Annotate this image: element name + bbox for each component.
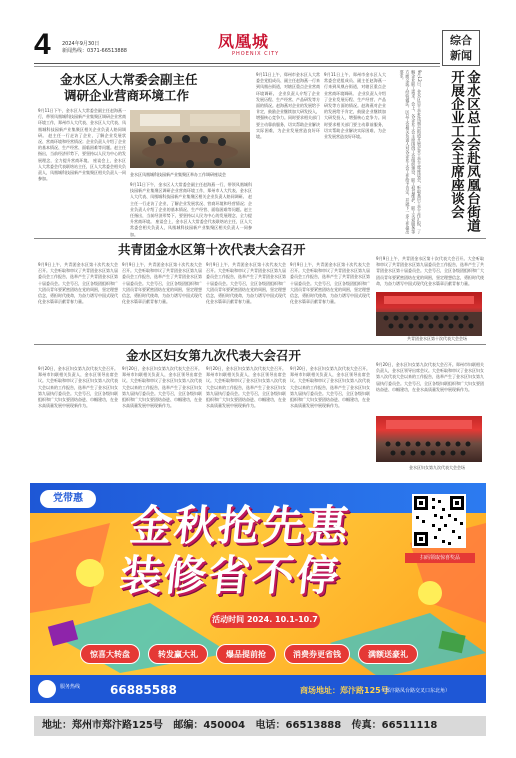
ad-button-wheel[interactable]: 惊喜大转盘 bbox=[80, 644, 140, 664]
article3-photo bbox=[376, 416, 482, 462]
section-divider-2 bbox=[34, 344, 486, 345]
article3-title: 金水区妇女第九次代表大会召开 bbox=[126, 348, 302, 363]
article2-body-col4: 9月9日上午，共青团金水区第十次代表大会召开。大会听取和审议了共青团金水区第九届委员会工作报告，选举产生了共青团金水区第十届委员会。大会号召，全区各级团组织和广大团员青年要紧密团结在党的周围，坚定理想信念，勇担时代使命，为奋力谱写中国式现代化金水篇章贡献青春力量。 bbox=[290, 262, 370, 305]
article3-photo-caption: 金水区妇女第九次代表大会会场 bbox=[409, 465, 465, 470]
qr-code-graphic bbox=[414, 496, 464, 546]
footer-fax: 传真：66511118 bbox=[351, 720, 438, 731]
women-congress-photo-graphic bbox=[376, 416, 482, 462]
newspaper-footer bbox=[34, 716, 486, 736]
page-number: 4 bbox=[34, 28, 51, 61]
congress-photo-graphic bbox=[376, 292, 482, 336]
ad-address: 商场地址：郑汴路125号 bbox=[300, 686, 389, 695]
article3-body-col5: 9月20日，金水区妇女第九次代表大会召开。郑州市妇联相关负责人，金水区领导出席会议。大会听取和审议了金水区妇女第八次代表大会以来的工作报告，选举产生了金水区妇女第九届执行委员会。大会号召，全区各级妇联组织和广大妇女要团结奋进、巾帼建功，在金水高质量发展中展现新作为。 bbox=[376, 362, 484, 392]
article2-photo bbox=[376, 292, 482, 336]
section-label bbox=[442, 30, 480, 66]
article2-body-col5: 9月9日上午，共青团金水区第十次代表大会召开。大会听取和审议了共青团金水区第九届委员会工作报告，选举产生了共青团金水区第十届委员会。大会号召，全区各级团组织和广大团员青年要紧密团结在党的周围，坚定理想信念，勇担时代使命，为奋力谱写中国式现代化金水篇章贡献青春力量。 bbox=[376, 256, 484, 286]
qr-code-label: 扫码领取惊喜奖品 bbox=[405, 553, 475, 563]
newspaper-logo-en: PHOENIX CITY bbox=[232, 51, 280, 57]
section-label-line2: 新闻 bbox=[450, 49, 472, 62]
issue-date: 2024年9月30日 bbox=[62, 41, 100, 47]
article3-body-col4: 9月20日，金水区妇女第九次代表大会召开。郑州市妇联相关负责人，金水区领导出席会议。大会听取和审议了金水区妇女第八次代表大会以来的工作报告，选举产生了金水区妇女第九届执行委员会。大会号召，全区各级妇联组织和广大妇女要团结奋进、巾帼建功，在金水高质量发展中展现新作为。 bbox=[290, 366, 370, 409]
article2-photo-caption: 共青团金水区第十次代表大会会场 bbox=[407, 336, 467, 341]
right-article-title: 金水区总工会赴凤凰台街道开展企业工会主席座谈会 bbox=[448, 70, 480, 232]
ad-headline-2: 装修省不停 bbox=[117, 551, 343, 600]
ad-phone-number[interactable]: 66885588 bbox=[110, 683, 177, 697]
ad-button-share[interactable]: 转发赢大礼 bbox=[148, 644, 208, 664]
meeting-photo-graphic bbox=[130, 110, 250, 168]
section-label-line1: 综合 bbox=[450, 34, 472, 47]
ad-event-time: 活动时间 2024. 10.1-10.7 bbox=[210, 612, 320, 628]
ad-headline-1: 金秋抢先惠 bbox=[127, 501, 353, 550]
article1-subtitle: 调研企业营商环境工作 bbox=[64, 88, 190, 103]
section-divider-1 bbox=[34, 238, 486, 239]
footer-address: 地址：郑州市郑汴路125号 bbox=[42, 720, 163, 731]
article3-body-col1: 9月20日，金水区妇女第九次代表大会召开。郑州市妇联相关负责人，金水区领导出席会议。大会听取和审议了金水区妇女第八次代表大会以来的工作报告，选举产生了金水区妇女第九届执行委员会。大会号召，全区各级妇联组织和广大妇女要团结奋进、巾帼建功，在金水高质量发展中展现新作为。 bbox=[38, 366, 118, 409]
footer-phone: 电话：66513888 bbox=[255, 720, 342, 731]
ad-button-gift[interactable]: 满额送豪礼 bbox=[358, 644, 418, 664]
article3-body-col3: 9月20日，金水区妇女第九次代表大会召开。郑州市妇联相关负责人，金水区领导出席会议。大会听取和审议了金水区妇女第八次代表大会以来的工作报告，选举产生了金水区妇女第九届执行委员会。大会号召，全区各级妇联组织和广大妇女要团结奋进、巾帼建功，在金水高质量发展中展现新作为。 bbox=[206, 366, 286, 409]
article2-title: 共青团金水区第十次代表大会召开 bbox=[118, 242, 306, 257]
newspaper-logo: 凤凰城 bbox=[218, 32, 270, 51]
article2-body-col1: 9月9日上午，共青团金水区第十次代表大会召开。大会听取和审议了共青团金水区第九届委员会工作报告，选举产生了共青团金水区第十届委员会。大会号召，全区各级团组织和广大团员青年要紧密团结在党的周围，坚定理想信念，勇担时代使命，为奋力谱写中国式现代化金水篇章贡献青春力量。 bbox=[38, 262, 118, 305]
ad-button-presale[interactable]: 爆品提前抢 bbox=[216, 644, 276, 664]
article1-photo-caption: 金水区凤凰城科技园新产业集聚区举办工作调研座谈会 bbox=[130, 172, 226, 177]
ad-phone-label: 服务热线 bbox=[60, 684, 81, 690]
news-hotline: 新闻热线：0371-66513888 bbox=[62, 48, 127, 54]
ad-brand-badge: 党带惠 bbox=[40, 490, 96, 508]
ad-button-coupon[interactable]: 消费券更省钱 bbox=[284, 644, 350, 664]
article1-body-left: 9月11日下午，金水区人大常委会副主任赵海燕一行，带领凤凰城科技园新产业集聚区调研企业营商环境工作，郑州市人大代表、金水区人大代表、凤凰城科技园新产业集聚区相关企业负责人陪同调研。 赵主任一行走访了企业，了解企业发展状况、营商环境和经营情况；企业负责人介绍了企业的基本情况、生产经营、面临困难等问题。赵主任指出，当前经济形势下，要坚持以人民为中心的发展理念，全力提升营商环境。 座谈会上，金水区人大常委会代表联络站主任，区人大常委会相关负责人，凤凰城科技园新产业集聚区相关负责人一同参加。 bbox=[38, 108, 126, 182]
article1-body-right2: 9月11日上午，郑州市金水区人大常委会党组成员、副主任赵海燕一行来到凤凰台街道，对辖区重点企业营商环境调研。 企业负责人介绍了企业发展历程、生产经营、产品研发等方面的情况。赵海燕对企业的发展给予肯定，鼓励企业继续加大研发投入，增强核心竞争力。同时要求相关部门要主动靠前服务，切实帮助企业解决实际困难，为企业发展营造良好环境。 bbox=[324, 72, 386, 140]
qr-code[interactable] bbox=[412, 494, 466, 548]
article2-body-col3: 9月9日上午，共青团金水区第十次代表大会召开。大会听取和审议了共青团金水区第九届委员会工作报告，选举产生了共青团金水区第十届委员会。大会号召，全区各级团组织和广大团员青年要紧密团结在党的周围，坚定理想信念，勇担时代使命，为奋力谱写中国式现代化金水篇章贡献青春力量。 bbox=[206, 262, 286, 305]
phone-icon bbox=[38, 680, 56, 698]
header-rule bbox=[34, 63, 440, 64]
right-article-body: 9月12日，金水区总工会赴凤凰台街道开展企业工会主席座谈会，听取基层工会工作汇报，了解企业职工需求。会上，各企业工会主席围绕工会组织建设、职工权益维护、职工关爱服务等方面交流了经验做法。区总工会相关负责人对各企业工会工作给予肯定，并就下一步工作提出要求。 bbox=[399, 70, 422, 234]
article1-title: 金水区人大常委会副主任 bbox=[60, 72, 198, 87]
article1-body-mid: 9月11日下午，金水区人大常委会副主任赵海燕一行，带领凤凰城科技园新产业集聚区调研企业营商环境工作，郑州市人大代表、金水区人大代表、凤凰城科技园新产业集聚区相关企业负责人陪同调研。 赵主任一行走访了企业，了解企业发展状况、营商环境和经营情况；企业负责人介绍了企业的基本情况、生产经营、面临困难等问题。赵主任指出，当前经济形势下，要坚持以人民为中心的发展理念，全力提升营商环境。 座谈会上，金水区人大常委会代表联络站主任，区人大常委会相关负责人，凤凰城科技园新产业集聚区相关负责人一同参加。 bbox=[130, 182, 252, 237]
article3-body-col2: 9月20日，金水区妇女第九次代表大会召开。郑州市妇联相关负责人，金水区领导出席会议。大会听取和审议了金水区妇女第八次代表大会以来的工作报告，选举产生了金水区妇女第九届执行委员会。大会号召，全区各级妇联组织和广大妇女要团结奋进、巾帼建功，在金水高质量发展中展现新作为。 bbox=[122, 366, 202, 409]
ad-address-detail: （郑汴路凤台路交叉口东北角） bbox=[380, 688, 451, 694]
article1-body-right: 9月11日上午，郑州市金水区人大常委会党组成员、副主任赵海燕一行来到凤凰台街道，对辖区重点企业营商环境调研。 企业负责人介绍了企业发展历程、生产经营、产品研发等方面的情况。赵海燕对企业的发展给予肯定，鼓励企业继续加大研发投入，增强核心竞争力。同时要求相关部门要主动靠前服务，切实帮助企业解决实际困难，为企业发展营造良好环境。 bbox=[256, 72, 320, 140]
article1-photo bbox=[130, 110, 250, 168]
article2-body-col2: 9月9日上午，共青团金水区第十次代表大会召开。大会听取和审议了共青团金水区第九届委员会工作报告，选举产生了共青团金水区第十届委员会。大会号召，全区各级团组织和广大团员青年要紧密团结在党的周围，坚定理想信念，勇担时代使命，为奋力谱写中国式现代化金水篇章贡献青春力量。 bbox=[122, 262, 202, 305]
header-rule-thin bbox=[34, 66, 440, 67]
footer-postcode: 邮编：450004 bbox=[173, 720, 246, 731]
